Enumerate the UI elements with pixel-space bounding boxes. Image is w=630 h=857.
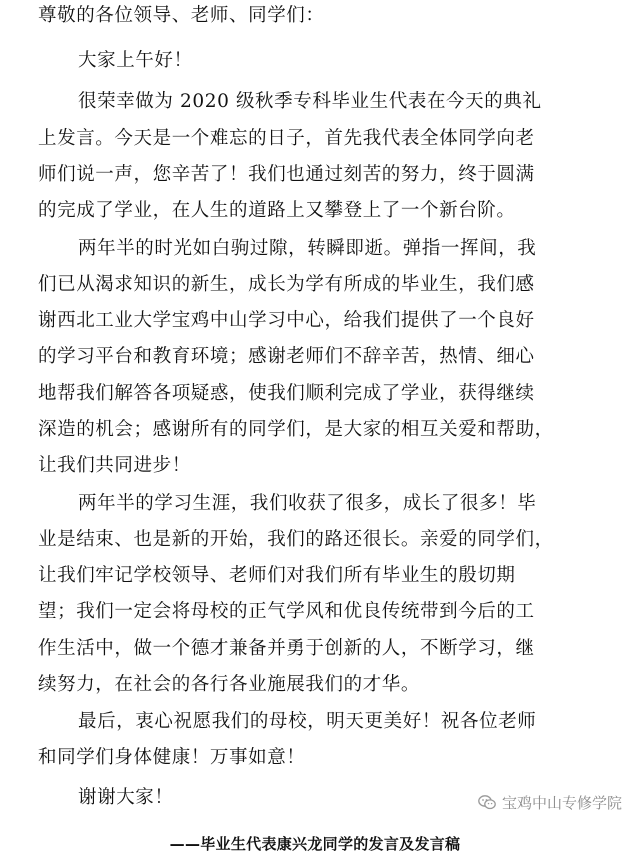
paragraph-line: 很荣幸做为 2020 级秋季专科毕业生代表在今天的典礼	[78, 91, 542, 112]
account-watermark	[478, 792, 622, 813]
paragraph-line: 深造的机会；感谢所有的同学们，是大家的相互关爱和帮助，	[38, 419, 554, 440]
paragraph-line: 和同学们身体健康！万事如意！	[38, 747, 306, 768]
paragraph-line: 望；我们一定会将母校的正气学风和优良传统带到今后的工	[38, 601, 535, 622]
paragraph-line: 让我们牢记学校领导、老师们对我们所有毕业生的殷切期	[38, 565, 516, 586]
paragraph-line: 作生活中，做一个德才兼备并勇于创新的人，不断学习，继	[38, 638, 535, 659]
paragraph-line: 两年半的学习生涯，我们收获了很多，成长了很多！毕	[78, 493, 537, 514]
paragraph-line: 上发言。今天是一个难忘的日子，首先我代表全体同学向老	[38, 128, 535, 149]
paragraph-line: 谢西北工业大学宝鸡中山学习中心，给我们提供了一个良好	[38, 310, 535, 331]
paragraph-line: 续努力，在社会的各行各业施展我们的才华。	[38, 674, 421, 695]
paragraph-line: 两年半的时光如白驹过隙，转瞬即逝。弹指一挥间，我	[78, 238, 537, 259]
paragraph-line: 的学习平台和教育环境；感谢老师们不辞辛苦，热情、细心	[38, 346, 535, 367]
greeting: 大家上午好！	[78, 50, 193, 71]
paragraph-line: 业是结束、也是新的开始，我们的路还很长。亲爱的同学们，	[38, 529, 554, 550]
paragraph-line: 最后，衷心祝愿我们的母校，明天更美好！祝各位老师	[78, 711, 537, 732]
paragraph-line: 地帮我们解答各项疑惑，使我们顺利完成了学业，获得继续	[38, 383, 535, 404]
paragraph-line: 的完成了学业，在人生的道路上又攀登上了一个新台阶。	[38, 200, 516, 221]
paragraph-line: 让我们共同进步！	[38, 455, 191, 476]
paragraph-line: 师们说一声，您辛苦了！我们也通过刻苦的努力，终于圆满	[38, 164, 535, 185]
closing: 谢谢大家！	[78, 787, 174, 808]
watermark-text: 宝鸡中山专修学院	[502, 794, 623, 812]
wechat-icon	[478, 795, 496, 810]
caption: ——毕业生代表康兴龙同学的发言及发言稿	[169, 835, 461, 853]
paragraph-line: 们已从渴求知识的新生，成长为学有所成的毕业生，我们感	[38, 274, 535, 295]
salutation: 尊敬的各位领导、老师、同学们：	[38, 5, 325, 26]
